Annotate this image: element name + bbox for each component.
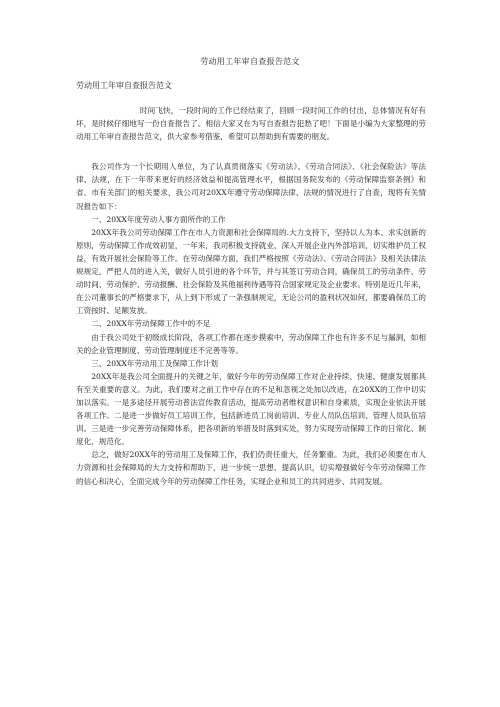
paragraph-gap [76, 143, 426, 160]
document-body [76, 104, 426, 488]
section-paragraph-3: 20XX年是我公司全面提升的关键之年，做好今年的劳动保障工作对企业持续、快速、健康发展都具有至关重要的意义。为此，我们要对之前工作中存在的不足和忽视之处加以改进，在20XX的工作中切实加以落实。一是多途径开展劳动普法宣传教育活动，提高劳动者维权意识和自身素质，实现企业依法开展各项工作。二是进一步做好员工培训工作，包括新进员工岗前培训、专业人员队伍培训、管理人员队伍培训。三是进一步完善劳动保障体系，把各项新的举措及时落到实处，努力实现劳动保障工作的日常化、制度化、规范化。 [76, 371, 426, 447]
intro-paragraph: 时间飞快，一段时间的工作已经结束了，回顾一段时间工作的付出，总体情况有好有坏，是时候仔细地写一份自查报告了。相信大家又在为写自查报告犯愁了吧！下面是小编为大家整理的劳动用工年审自查报告范文，供大家参考借鉴，希望可以帮助到有需要的朋友。 [76, 106, 426, 142]
section-paragraph-2: 由于我公司处于初级成长阶段，各项工作都在逐步摸索中，劳动保障工作也有许多不足与漏洞，如相关的企业管理制度、劳动管理制度还不完善等等。 [76, 332, 426, 355]
opening-paragraph: 我公司作为一个长期用人单位，为了认真贯彻落实《劳动法》、《劳动合同法》、《社会保险法》等法律、法规，在下一年带来更好的经济效益和提高管理水平，根据国务院发布的《劳动保障监察条例》和省、市有关部门的相关要求，我公司对20XX年遵守劳动保障法律、法规的情况进行了自查，现将有关情况报告如下： [76, 162, 426, 211]
document-subtitle: 劳动用工年审自查报告范文 [76, 81, 172, 90]
document-title: 劳动用工年审自查报告范文 [200, 57, 300, 66]
section-heading-3: 三、20XX年劳动用工及保障工作计划 [91, 358, 218, 368]
closing-paragraph: 总之，做好20XX年的劳动用工及保障工作，我们仍责任重大，任务繁重。为此，我们必须要在市人力资源和社会保障局的大力支持和帮助下，进一步统一思想、提高认识，切实增强做好今年劳动保障工作的信心和决心，全面完成今年的劳动保障工作任务，实现企业和员工的共同进步、共同发展。 [76, 450, 426, 486]
section-heading-1: 一、20XX年度劳动人事方面所作的工作 [91, 214, 226, 224]
section-paragraph-1: 20XX年我公司劳动保障工作在市人力资源和社会保障局的.大力支持下，坚持以人为本、求实创新的原则，劳动保障工作成效初显，一年来，我司积极支持就业，深入开展企业内外部培训，切实维护员工权益，有效开展社会保险等工作。在劳动保障方面，我们严格按照《劳动法》、《劳动合同法》及相关法律法规规定，严把人员的进入关，做好人员引进的各个环节，并与其签订劳动合同，确保员工的劳动条件、劳动时间、劳动保护、劳动报酬、社会保险及其他福利待遇等符合国家规定及企业要求。特别是近几年来，在公司董事长的严格要求下，从上到下形成了一条强制规定，无论公司的盈利状况如何，都要确保员工的工资按时、足额发放。 [76, 227, 426, 316]
section-heading-2: 二、20XX年劳动保障工作中的不足 [91, 319, 211, 329]
